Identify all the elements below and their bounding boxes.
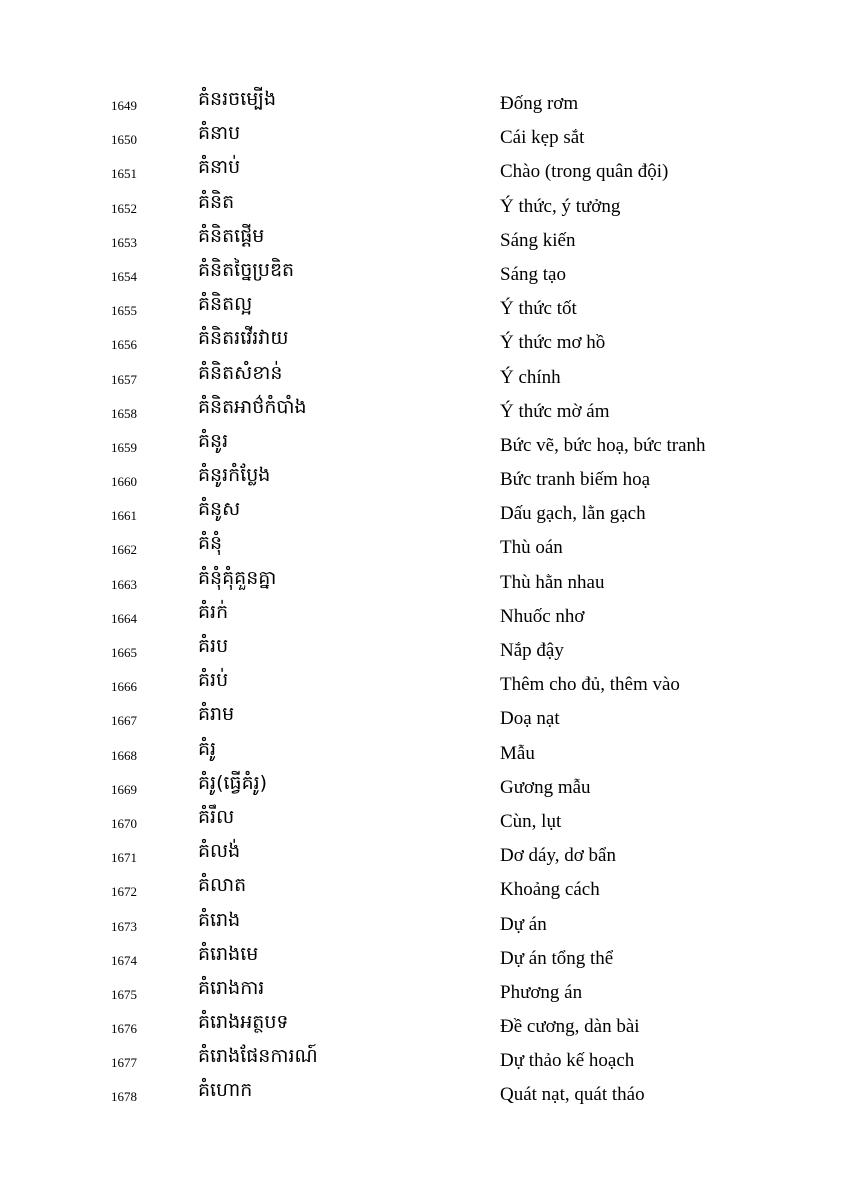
entry-row (0, 600, 848, 634)
entry-row (0, 873, 848, 907)
entry-number: 1662 (111, 542, 137, 558)
vietnamese-translation: Dự thảo kế hoạch (500, 1050, 635, 1072)
vietnamese-translation: Ý thức, ý tưởng (500, 195, 621, 217)
vietnamese-translation: Chào (trong quân đội) (500, 161, 669, 183)
khmer-term: គំនិតរវើរវាយ (198, 327, 289, 350)
entry-number: 1658 (111, 405, 137, 421)
entry-number: 1659 (111, 439, 137, 455)
entry-number: 1674 (111, 952, 137, 968)
vietnamese-translation: Dấu gạch, lằn gạch (500, 503, 646, 525)
entry-number: 1678 (111, 1089, 137, 1105)
entry-number: 1677 (111, 1055, 137, 1071)
entry-row (0, 292, 848, 326)
entry-number: 1660 (111, 474, 137, 490)
entry-row (0, 155, 848, 189)
entry-row (0, 942, 848, 976)
vietnamese-translation: Ý chính (500, 366, 561, 388)
khmer-term: គំរប (198, 635, 229, 657)
vietnamese-translation: Ý thức mờ ám (500, 400, 610, 422)
khmer-term: គំរូ (198, 737, 217, 760)
khmer-term: គំនិតសំខាន់ (198, 361, 283, 384)
entry-number: 1663 (111, 576, 137, 592)
entry-row (0, 121, 848, 155)
vietnamese-translation: Thù hằn nhau (500, 571, 605, 593)
entry-number: 1650 (111, 132, 137, 148)
khmer-term: គំរក់ (198, 600, 229, 623)
vietnamese-translation: Ý thức mơ hồ (500, 332, 606, 354)
entry-number: 1657 (111, 371, 137, 387)
entry-row (0, 566, 848, 600)
entry-number: 1664 (111, 610, 137, 626)
entry-row (0, 634, 848, 668)
vietnamese-translation: Bức vẽ, bức hoạ, bức tranh (500, 434, 706, 456)
entry-row (0, 361, 848, 395)
vietnamese-translation: Sáng kiến (500, 229, 576, 251)
khmer-term: គំរោងផែនការណ៍ (198, 1045, 318, 1068)
entry-row (0, 497, 848, 531)
entry-number: 1651 (111, 166, 137, 182)
khmer-term: គំនូរ (198, 429, 229, 452)
vietnamese-translation: Quát nạt, quát tháo (500, 1084, 645, 1106)
khmer-term: គំរឹល (198, 805, 235, 828)
entry-list (0, 87, 848, 1113)
khmer-term: គំរោងអត្ថបទ (198, 1011, 289, 1034)
entry-number: 1665 (111, 645, 137, 660)
khmer-term: គំនិតផ្ដើម (198, 224, 265, 247)
vietnamese-translation: Phương án (500, 981, 583, 1003)
entry-number: 1675 (111, 986, 137, 1002)
entry-number: 1656 (111, 337, 137, 353)
entry-number: 1667 (111, 713, 137, 729)
entry-row (0, 771, 848, 805)
entry-number: 1654 (111, 268, 137, 284)
vietnamese-translation: Cái kẹp sắt (500, 127, 585, 149)
khmer-term: គំរោងមេ (198, 942, 259, 965)
khmer-term: គំនិតល្អ (198, 293, 253, 316)
entry-number: 1670 (111, 815, 137, 831)
khmer-term: គំរប់ (198, 669, 229, 692)
khmer-term: គំរោងការ (198, 976, 265, 999)
khmer-term: គំនិត (198, 190, 235, 213)
vietnamese-translation: Thêm cho đủ, thêm vào (500, 674, 680, 696)
khmer-term: គំលង់ (198, 840, 241, 863)
vietnamese-translation: Gương mẫu (500, 776, 591, 798)
entry-number: 1649 (111, 98, 137, 113)
entry-row (0, 326, 848, 360)
entry-row (0, 839, 848, 873)
entry-row (0, 908, 848, 942)
vietnamese-translation: Dự án tổng thể (500, 947, 614, 969)
entry-row (0, 190, 848, 224)
vietnamese-translation: Ý thức tốt (500, 298, 577, 320)
khmer-term: គំរូ(ធ្វើគំរូ) (198, 771, 268, 794)
vietnamese-translation: Nắp đậy (500, 640, 564, 661)
khmer-term: គំនូរកំប្លែង (198, 464, 271, 487)
vietnamese-translation: Thù oán (500, 537, 563, 559)
entry-row (0, 429, 848, 463)
entry-row (0, 976, 848, 1010)
khmer-term: គំនុំ (198, 532, 223, 555)
khmer-term: គំនាប់ (198, 156, 241, 179)
vietnamese-translation: Đống rơm (500, 93, 579, 114)
khmer-term: គំលាត (198, 874, 247, 897)
vietnamese-translation: Dơ dáy, dơ bẩn (500, 845, 616, 867)
entry-number: 1661 (111, 508, 137, 524)
entry-number: 1669 (111, 781, 137, 797)
khmer-term: គំនាប (198, 122, 241, 145)
vietnamese-translation: Sáng tạo (500, 263, 566, 285)
entry-row (0, 737, 848, 771)
entry-number: 1652 (111, 200, 137, 216)
vietnamese-translation: Dự án (500, 913, 547, 935)
entry-number: 1668 (111, 747, 137, 763)
entry-row (0, 1010, 848, 1044)
vietnamese-translation: Khoảng cách (500, 879, 600, 901)
entry-row (0, 87, 848, 121)
entry-row (0, 1078, 848, 1112)
khmer-term: គំនិតច្នៃប្រឌិត (198, 258, 295, 281)
entry-row (0, 805, 848, 839)
entry-number: 1672 (111, 884, 137, 900)
entry-number: 1653 (111, 234, 137, 250)
vietnamese-translation: Cùn, lụt (500, 810, 562, 832)
entry-row (0, 531, 848, 565)
khmer-term: គំរោង (198, 908, 241, 931)
entry-number: 1671 (111, 850, 137, 866)
entry-row (0, 1044, 848, 1078)
khmer-term: គំនិតអាថ៌កំបាំង (198, 395, 307, 418)
khmer-term: គំនុំគុំគួនគ្នា (198, 566, 277, 589)
entry-number: 1655 (111, 303, 137, 319)
entry-row (0, 258, 848, 292)
vietnamese-translation: Đề cương, dàn bài (500, 1016, 640, 1038)
entry-number: 1676 (111, 1021, 137, 1037)
entry-row (0, 463, 848, 497)
khmer-term: គំនរចម្បើង (198, 88, 277, 110)
khmer-term: គំរាម (198, 703, 235, 726)
khmer-term: គំហោក (198, 1079, 253, 1102)
vietnamese-translation: Bức tranh biếm hoạ (500, 469, 651, 491)
vietnamese-translation: Mẫu (500, 742, 535, 764)
entry-number: 1666 (111, 679, 137, 695)
entry-row (0, 668, 848, 702)
vietnamese-translation: Doạ nạt (500, 708, 560, 730)
entry-number: 1673 (111, 918, 137, 934)
vietnamese-translation: Nhuốc nhơ (500, 605, 585, 627)
entry-row (0, 224, 848, 258)
entry-row (0, 395, 848, 429)
entry-row (0, 702, 848, 736)
khmer-term: គំនូស (198, 498, 241, 521)
